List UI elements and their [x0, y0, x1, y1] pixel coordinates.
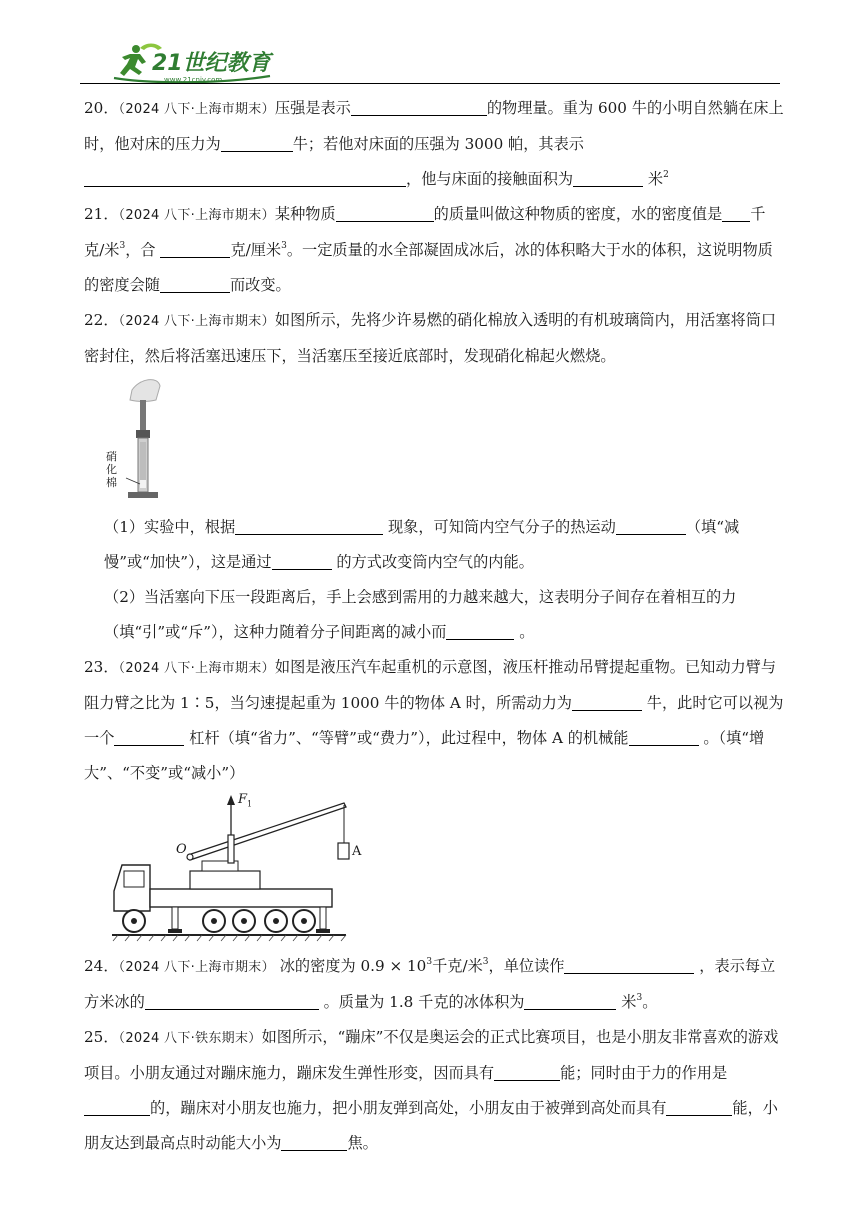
question-text: 的质量叫做这种物质的密度，水的密度值是: [433, 205, 723, 223]
answer-blank[interactable]: [351, 99, 487, 116]
question-text: ，单位读作: [488, 957, 565, 975]
question-text: 现象，可知筒内空气分子的热运动: [383, 518, 616, 536]
unit-text: 千克/米: [432, 957, 483, 975]
pivot-label: O: [176, 842, 187, 857]
question-list: [84, 91, 784, 1161]
page-header: [0, 0, 860, 90]
question-text: 。: [514, 623, 535, 641]
figure-label: 硝化棉: [106, 450, 117, 489]
answer-blank[interactable]: [573, 170, 643, 187]
question-number: 24．: [84, 957, 119, 975]
question-text: 冰的密度为: [274, 957, 361, 975]
question-20: [84, 91, 784, 197]
question-source: （2024 八下·上海市期末）: [118, 208, 275, 223]
answer-blank[interactable]: [629, 729, 699, 746]
question-text: 焦。: [347, 1134, 378, 1152]
question-23: [84, 650, 784, 791]
unit-superscript: 2: [663, 170, 669, 180]
question-text: 的，蹦床对小朋友也施力，把小朋友弹到高处，小朋友由于被弹到高处而具有: [150, 1099, 667, 1117]
logo-text: 21世纪教育: [152, 51, 271, 76]
answer-blank[interactable]: [446, 623, 514, 640]
unit-text: 米: [647, 170, 664, 188]
answer-blank[interactable]: [145, 993, 319, 1010]
answer-blank[interactable]: [281, 1134, 347, 1151]
question-number: 25．: [84, 1028, 119, 1046]
answer-blank[interactable]: [235, 518, 383, 535]
question-text: 杠杆（填“省力”、“等臂”或“费力”），此过程中，物体 A 的机械能: [184, 729, 629, 747]
question-21: [84, 197, 784, 303]
question-text: 。（填“增大”、“不变”或“减小”）: [84, 729, 765, 782]
site-logo: [100, 40, 300, 86]
question-text: ，表示每立方米冰的: [84, 957, 776, 1011]
question-text: 某种物质: [274, 205, 336, 223]
unit-superscript: 3: [281, 241, 287, 251]
question-number: 21．: [84, 205, 119, 223]
question-text: 能，小朋友达到最高点时动能大小为: [84, 1099, 778, 1152]
question-text: ，合: [125, 241, 161, 259]
unit-superscript: 3: [636, 993, 643, 1003]
question-25: [84, 1020, 784, 1161]
answer-blank[interactable]: [84, 1099, 150, 1116]
answer-blank[interactable]: [160, 241, 230, 258]
header-rule: [80, 83, 780, 84]
question-number: 23．: [84, 658, 119, 676]
answer-blank[interactable]: [160, 276, 230, 293]
question-text: 。一定质量的水全部凝固成冰后，冰的体积略大于水的体积，这说明物质的密度会随: [84, 241, 773, 294]
question-text: 的方式改变筒内空气的内能。: [331, 553, 534, 571]
question-text: 压强是表示: [274, 99, 351, 117]
answer-blank[interactable]: [221, 135, 293, 152]
question-text: ，他与床面的接触面积为: [406, 170, 574, 188]
question-text: 力（填“引”或“斥”），这种力随着分子间距离的减小而: [104, 588, 737, 641]
question-text: （2）当活塞向下压一段距离后，手上会感到需用的力越来越大，这表明分子间存在着相互的: [104, 588, 722, 606]
piston-tube-figure: [100, 376, 190, 506]
answer-blank[interactable]: [84, 170, 406, 187]
question-text: 牛，此时它可以视为一个: [84, 694, 784, 747]
question-text: 如图所示，先将少许易燃的硝化棉放入透明的有机玻璃筒内，用活塞将筒口密封住，然后将活塞迅速压下，当活塞压至接近底部时，发现硝化棉起火燃烧。: [84, 311, 777, 365]
answer-blank[interactable]: [616, 518, 686, 535]
question-text: 。质量为 1.8 千克的冰体积为: [318, 993, 525, 1011]
unit-superscript: 3: [482, 957, 489, 967]
question-text: 如图所示，“蹦床”不仅是奥运会的正式比赛项目，也是小朋友非常喜欢的游戏项目。小朋友通过对蹦床施力，蹦床发生弹性形变，因而具有: [84, 1028, 779, 1082]
unit-text: 千克/米: [84, 205, 766, 259]
question-24: [84, 949, 784, 1020]
question-text: 能；同时由于力的作用是: [560, 1064, 728, 1082]
answer-blank[interactable]: [494, 1064, 560, 1081]
answer-blank[interactable]: [564, 957, 694, 974]
question-text: 牛；若他对床面的压强为 3000 帕，其表示: [292, 135, 584, 153]
math-value: 0.9 × 10: [360, 957, 427, 975]
question-number: 22．: [84, 311, 119, 329]
unit-text: 米: [616, 993, 637, 1011]
question-text: 如图是液压汽车起重机的示意图，液压杆推动吊臂提起重物。已知动力臂与阻力臂之比为 1∶5，当匀速提起重为 1000 牛的物体 A 时，所需动力为: [84, 658, 777, 712]
question-source: （2024 八下·上海市期末）: [118, 661, 275, 676]
question-text: 。: [642, 993, 658, 1011]
question-source: （2024 八下·上海市期末）: [118, 102, 275, 117]
question-source: （2024 八下·上海市期末）: [118, 960, 275, 975]
object-label: A: [352, 844, 362, 859]
answer-blank[interactable]: [114, 729, 184, 746]
logo-url: www.21cnjy.com: [164, 76, 223, 84]
force-symbol: F: [238, 792, 248, 807]
answer-blank[interactable]: [572, 694, 642, 711]
force-label: [238, 793, 252, 812]
answer-blank[interactable]: [524, 993, 616, 1010]
crane-truck-figure: [110, 793, 360, 943]
question-text: （1）实验中，根据: [104, 518, 236, 536]
force-subscript: 1: [247, 799, 253, 809]
answer-blank[interactable]: [722, 205, 750, 222]
question-22-part-1: [84, 510, 784, 580]
question-22: [84, 303, 784, 374]
answer-blank[interactable]: [336, 205, 434, 222]
question-text: 而改变。: [229, 276, 291, 294]
unit-superscript: 3: [119, 241, 126, 251]
question-22-part-2: [84, 580, 784, 650]
question-text: （填“减慢”或“加快”），这是通过: [104, 518, 740, 571]
answer-blank[interactable]: [666, 1099, 732, 1116]
exponent: 3: [426, 957, 433, 967]
question-number: 20．: [84, 99, 119, 117]
question-source: （2024 八下·上海市期末）: [118, 314, 275, 329]
question-text: 的物理量。重为 600 牛的小明自然躺在床上时，他对床的压力为: [84, 99, 784, 153]
answer-blank[interactable]: [272, 553, 332, 570]
unit-text: 克/厘米: [230, 241, 282, 259]
question-source: （2024 八下·铁东期末）: [118, 1031, 262, 1046]
